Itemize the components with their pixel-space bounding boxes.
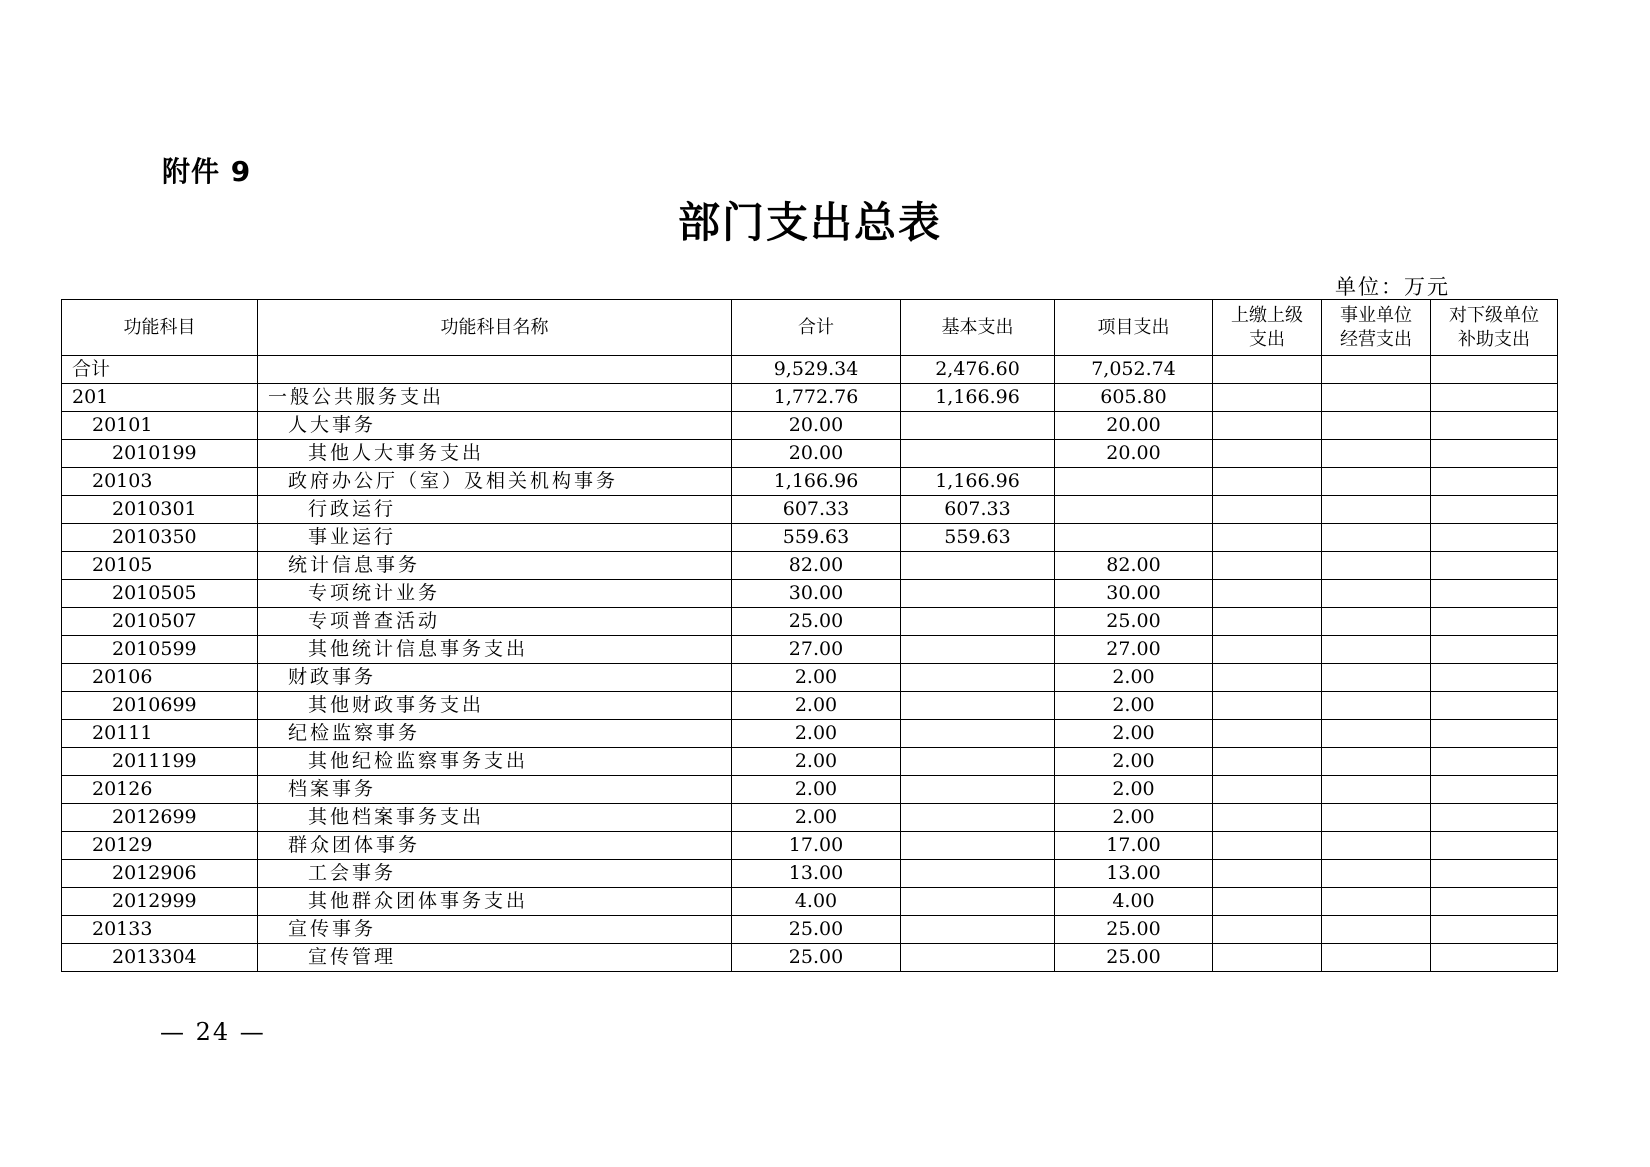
cell-total: 2.00 [732, 720, 901, 748]
cell-upper-payment [1213, 944, 1322, 972]
cell-business-operation [1322, 832, 1431, 860]
cell-business-operation [1322, 860, 1431, 888]
cell-upper-payment [1213, 552, 1322, 580]
cell-business-operation [1322, 748, 1431, 776]
header-project-expenditure: 项目支出 [1055, 300, 1213, 356]
cell-business-operation [1322, 608, 1431, 636]
cell-basic-expenditure [901, 692, 1055, 720]
cell-basic-expenditure [901, 664, 1055, 692]
cell-subsidy-lower [1431, 692, 1558, 720]
cell-project-expenditure: 2.00 [1055, 692, 1213, 720]
header-business-operation: 事业单位 经营支出 [1322, 300, 1431, 356]
cell-subsidy-lower [1431, 496, 1558, 524]
cell-basic-expenditure: 1,166.96 [901, 468, 1055, 496]
cell-subsidy-lower [1431, 384, 1558, 412]
cell-function-name: 档案事务 [258, 776, 732, 804]
table-row [62, 412, 1558, 440]
cell-upper-payment [1213, 440, 1322, 468]
cell-project-expenditure [1055, 496, 1213, 524]
table-row [62, 916, 1558, 944]
header-subsidy-lower: 对下级单位 补助支出 [1431, 300, 1558, 356]
cell-function-name: 宣传管理 [258, 944, 732, 972]
cell-function-name: 事业运行 [258, 524, 732, 552]
cell-business-operation [1322, 776, 1431, 804]
cell-function-code: 2010507 [62, 608, 258, 636]
page-title: 部门支出总表 [677, 198, 942, 247]
cell-project-expenditure: 27.00 [1055, 636, 1213, 664]
expenditure-table [61, 299, 1558, 972]
table-row [62, 888, 1558, 916]
cell-function-name: 其他群众团体事务支出 [258, 888, 732, 916]
header-basic-expenditure: 基本支出 [901, 300, 1055, 356]
cell-subsidy-lower [1431, 552, 1558, 580]
cell-subsidy-lower [1431, 468, 1558, 496]
cell-total: 1,166.96 [732, 468, 901, 496]
cell-total: 9,529.34 [732, 356, 901, 384]
header-upper-payment: 上缴上级 支出 [1213, 300, 1322, 356]
cell-function-name: 行政运行 [258, 496, 732, 524]
cell-upper-payment [1213, 496, 1322, 524]
cell-total: 17.00 [732, 832, 901, 860]
cell-business-operation [1322, 636, 1431, 664]
cell-project-expenditure: 25.00 [1055, 944, 1213, 972]
cell-total: 25.00 [732, 944, 901, 972]
cell-basic-expenditure [901, 412, 1055, 440]
cell-upper-payment [1213, 692, 1322, 720]
cell-total: 2.00 [732, 804, 901, 832]
cell-basic-expenditure: 607.33 [901, 496, 1055, 524]
cell-subsidy-lower [1431, 356, 1558, 384]
cell-business-operation [1322, 440, 1431, 468]
cell-function-name: 其他纪检监察事务支出 [258, 748, 732, 776]
cell-total: 607.33 [732, 496, 901, 524]
cell-basic-expenditure: 2,476.60 [901, 356, 1055, 384]
cell-total: 27.00 [732, 636, 901, 664]
cell-subsidy-lower [1431, 524, 1558, 552]
cell-function-code: 20126 [62, 776, 258, 804]
cell-function-name: 专项普查活动 [258, 608, 732, 636]
cell-upper-payment [1213, 664, 1322, 692]
cell-function-name: 其他财政事务支出 [258, 692, 732, 720]
cell-subsidy-lower [1431, 832, 1558, 860]
cell-total: 20.00 [732, 440, 901, 468]
cell-function-code: 合计 [62, 356, 258, 384]
cell-total: 30.00 [732, 580, 901, 608]
table-row [62, 384, 1558, 412]
cell-function-name: 宣传事务 [258, 916, 732, 944]
cell-subsidy-lower [1431, 720, 1558, 748]
cell-basic-expenditure [901, 832, 1055, 860]
cell-subsidy-lower [1431, 804, 1558, 832]
cell-upper-payment [1213, 580, 1322, 608]
cell-subsidy-lower [1431, 664, 1558, 692]
cell-function-name: 统计信息事务 [258, 552, 732, 580]
cell-total: 82.00 [732, 552, 901, 580]
cell-upper-payment [1213, 916, 1322, 944]
cell-function-name: 其他人大事务支出 [258, 440, 732, 468]
cell-total: 2.00 [732, 664, 901, 692]
cell-basic-expenditure [901, 860, 1055, 888]
cell-basic-expenditure [901, 804, 1055, 832]
cell-basic-expenditure [901, 776, 1055, 804]
cell-business-operation [1322, 412, 1431, 440]
cell-business-operation [1322, 580, 1431, 608]
cell-function-code: 2012999 [62, 888, 258, 916]
cell-basic-expenditure [901, 440, 1055, 468]
cell-project-expenditure: 20.00 [1055, 412, 1213, 440]
cell-total: 20.00 [732, 412, 901, 440]
cell-upper-payment [1213, 412, 1322, 440]
cell-project-expenditure: 7,052.74 [1055, 356, 1213, 384]
cell-upper-payment [1213, 748, 1322, 776]
cell-subsidy-lower [1431, 748, 1558, 776]
cell-business-operation [1322, 720, 1431, 748]
table-row [62, 944, 1558, 972]
table-row [62, 636, 1558, 664]
cell-business-operation [1322, 468, 1431, 496]
cell-function-code: 20111 [62, 720, 258, 748]
cell-project-expenditure: 17.00 [1055, 832, 1213, 860]
cell-upper-payment [1213, 776, 1322, 804]
cell-basic-expenditure [901, 888, 1055, 916]
page-number: — 24 — [160, 1018, 266, 1046]
cell-project-expenditure: 605.80 [1055, 384, 1213, 412]
cell-subsidy-lower [1431, 860, 1558, 888]
cell-upper-payment [1213, 468, 1322, 496]
header-total: 合计 [732, 300, 901, 356]
cell-total: 2.00 [732, 692, 901, 720]
cell-function-code: 20101 [62, 412, 258, 440]
cell-total: 2.00 [732, 748, 901, 776]
table-row [62, 832, 1558, 860]
cell-function-code: 2012699 [62, 804, 258, 832]
cell-function-code: 2010599 [62, 636, 258, 664]
header-function-name: 功能科目名称 [258, 300, 732, 356]
cell-function-name: 群众团体事务 [258, 832, 732, 860]
cell-function-name: 专项统计业务 [258, 580, 732, 608]
cell-function-name: 政府办公厅（室）及相关机构事务 [258, 468, 732, 496]
cell-project-expenditure: 82.00 [1055, 552, 1213, 580]
cell-function-name: 其他档案事务支出 [258, 804, 732, 832]
cell-business-operation [1322, 944, 1431, 972]
cell-subsidy-lower [1431, 944, 1558, 972]
cell-project-expenditure: 20.00 [1055, 440, 1213, 468]
cell-total: 559.63 [732, 524, 901, 552]
table-row [62, 552, 1558, 580]
cell-upper-payment [1213, 888, 1322, 916]
cell-function-name: 纪检监察事务 [258, 720, 732, 748]
cell-function-code: 20105 [62, 552, 258, 580]
cell-function-code: 2010505 [62, 580, 258, 608]
cell-upper-payment [1213, 804, 1322, 832]
cell-project-expenditure: 2.00 [1055, 720, 1213, 748]
table-row [62, 748, 1558, 776]
cell-project-expenditure: 2.00 [1055, 804, 1213, 832]
table-row [62, 804, 1558, 832]
cell-function-code: 20106 [62, 664, 258, 692]
table-row [62, 608, 1558, 636]
cell-business-operation [1322, 916, 1431, 944]
cell-subsidy-lower [1431, 412, 1558, 440]
cell-project-expenditure: 13.00 [1055, 860, 1213, 888]
unit-label: 单位：万元 [1335, 275, 1450, 299]
cell-upper-payment [1213, 608, 1322, 636]
cell-total: 1,772.76 [732, 384, 901, 412]
cell-business-operation [1322, 552, 1431, 580]
cell-function-name: 人大事务 [258, 412, 732, 440]
cell-function-name: 财政事务 [258, 664, 732, 692]
cell-basic-expenditure [901, 580, 1055, 608]
cell-basic-expenditure: 1,166.96 [901, 384, 1055, 412]
cell-function-name: 其他统计信息事务支出 [258, 636, 732, 664]
cell-business-operation [1322, 888, 1431, 916]
table-row [62, 496, 1558, 524]
cell-subsidy-lower [1431, 580, 1558, 608]
cell-function-name: 一般公共服务支出 [258, 384, 732, 412]
cell-total: 13.00 [732, 860, 901, 888]
table-row [62, 692, 1558, 720]
cell-total: 4.00 [732, 888, 901, 916]
cell-upper-payment [1213, 860, 1322, 888]
cell-basic-expenditure [901, 748, 1055, 776]
attachment-label: 附件 9 [162, 155, 252, 188]
cell-upper-payment [1213, 524, 1322, 552]
cell-basic-expenditure [901, 552, 1055, 580]
cell-upper-payment [1213, 720, 1322, 748]
cell-subsidy-lower [1431, 636, 1558, 664]
cell-function-name [258, 356, 732, 384]
cell-project-expenditure: 25.00 [1055, 916, 1213, 944]
table-row [62, 524, 1558, 552]
cell-upper-payment [1213, 384, 1322, 412]
cell-function-code: 2012906 [62, 860, 258, 888]
cell-business-operation [1322, 496, 1431, 524]
table-row [62, 860, 1558, 888]
cell-subsidy-lower [1431, 608, 1558, 636]
cell-business-operation [1322, 356, 1431, 384]
cell-subsidy-lower [1431, 440, 1558, 468]
cell-project-expenditure: 2.00 [1055, 748, 1213, 776]
cell-project-expenditure: 2.00 [1055, 664, 1213, 692]
cell-subsidy-lower [1431, 888, 1558, 916]
table-row [62, 776, 1558, 804]
cell-project-expenditure: 30.00 [1055, 580, 1213, 608]
cell-basic-expenditure [901, 944, 1055, 972]
cell-business-operation [1322, 384, 1431, 412]
table-row [62, 468, 1558, 496]
cell-function-code: 20133 [62, 916, 258, 944]
cell-subsidy-lower [1431, 776, 1558, 804]
cell-function-code: 2011199 [62, 748, 258, 776]
cell-upper-payment [1213, 832, 1322, 860]
cell-function-name: 工会事务 [258, 860, 732, 888]
table-header-row [62, 300, 1558, 356]
cell-function-code: 2010199 [62, 440, 258, 468]
cell-subsidy-lower [1431, 916, 1558, 944]
cell-function-code: 20103 [62, 468, 258, 496]
cell-basic-expenditure [901, 636, 1055, 664]
cell-upper-payment [1213, 356, 1322, 384]
cell-function-code: 2010699 [62, 692, 258, 720]
cell-basic-expenditure [901, 916, 1055, 944]
table-row [62, 580, 1558, 608]
cell-project-expenditure: 2.00 [1055, 776, 1213, 804]
table-row [62, 664, 1558, 692]
cell-total: 2.00 [732, 776, 901, 804]
cell-upper-payment [1213, 636, 1322, 664]
cell-basic-expenditure [901, 720, 1055, 748]
cell-project-expenditure: 25.00 [1055, 608, 1213, 636]
cell-business-operation [1322, 664, 1431, 692]
cell-project-expenditure [1055, 524, 1213, 552]
cell-function-code: 201 [62, 384, 258, 412]
header-function-code: 功能科目 [62, 300, 258, 356]
cell-business-operation [1322, 692, 1431, 720]
cell-project-expenditure [1055, 468, 1213, 496]
cell-function-code: 2010350 [62, 524, 258, 552]
cell-function-code: 2010301 [62, 496, 258, 524]
cell-function-code: 2013304 [62, 944, 258, 972]
cell-business-operation [1322, 804, 1431, 832]
cell-project-expenditure: 4.00 [1055, 888, 1213, 916]
table-row [62, 440, 1558, 468]
table-row [62, 356, 1558, 384]
cell-business-operation [1322, 524, 1431, 552]
cell-basic-expenditure: 559.63 [901, 524, 1055, 552]
cell-basic-expenditure [901, 608, 1055, 636]
table-row [62, 720, 1558, 748]
cell-total: 25.00 [732, 608, 901, 636]
cell-function-code: 20129 [62, 832, 258, 860]
cell-total: 25.00 [732, 916, 901, 944]
